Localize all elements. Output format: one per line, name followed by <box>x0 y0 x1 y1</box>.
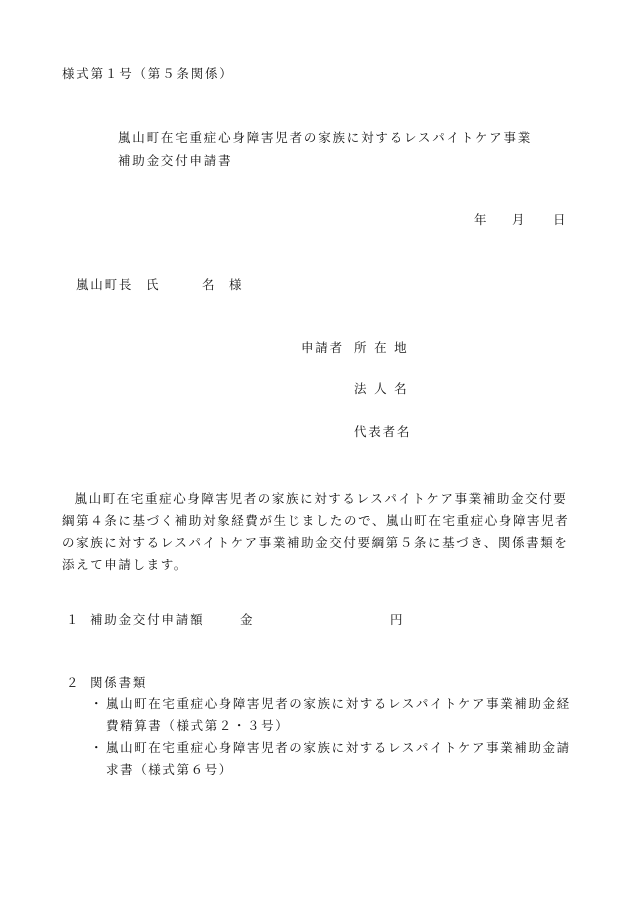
item2-number: ２ <box>66 675 81 690</box>
related-document-text: 嵐山町在宅重症心身障害児者の家族に対するレスパイトケア事業補助金経費精算書（様式第２・３号） <box>106 696 571 733</box>
date-day-label: 日 <box>553 212 568 227</box>
applicant-corp-label: 法 人 名 <box>354 381 409 396</box>
application-body-text: 嵐山町在宅重症心身障害児者の家族に対するレスパイトケア事業補助金交付要綱第４条に基づく補助対象経費が生じましたので、嵐山町在宅重症心身障害児者の家族に対するレスパイトケア事業補助金交付要綱第５条に基づき、関係書類を添えて申請します。 <box>62 491 570 572</box>
bullet-marker: ・ <box>90 740 105 755</box>
related-document-item <box>90 693 580 737</box>
date-year-label: 年 <box>474 212 489 227</box>
addressee-name-label-2: 名 <box>202 277 217 292</box>
item1-number: １ <box>66 612 81 627</box>
applicant-label: 申請者 <box>301 340 344 355</box>
item2-label: 関係書類 <box>90 675 148 690</box>
addressee-name-label: 氏 <box>146 277 161 292</box>
date-month-label: 月 <box>512 212 527 227</box>
document-title-line1: 嵐山町在宅重症心身障害児者の家族に対するレスパイトケア事業 <box>118 130 533 145</box>
addressee-title: 嵐山町長 <box>76 277 134 292</box>
related-document-text: 嵐山町在宅重症心身障害児者の家族に対するレスパイトケア事業補助金請求書（様式第６号） <box>106 740 571 777</box>
bullet-marker: ・ <box>90 696 105 711</box>
applicant-representative-label: 代表者名 <box>354 424 412 439</box>
item1-amount-unit: 円 <box>390 612 405 627</box>
form-number: 様式第１号（第５条関係） <box>62 66 234 81</box>
applicant-address-label: 所 在 地 <box>354 340 409 355</box>
item1-amount-prefix: 金 <box>240 612 255 627</box>
document-title-line2: 補助金交付申請書 <box>118 153 233 168</box>
item1-label: 補助金交付申請額 <box>90 612 205 627</box>
addressee-honorific: 様 <box>229 277 244 292</box>
related-document-item <box>90 737 580 781</box>
